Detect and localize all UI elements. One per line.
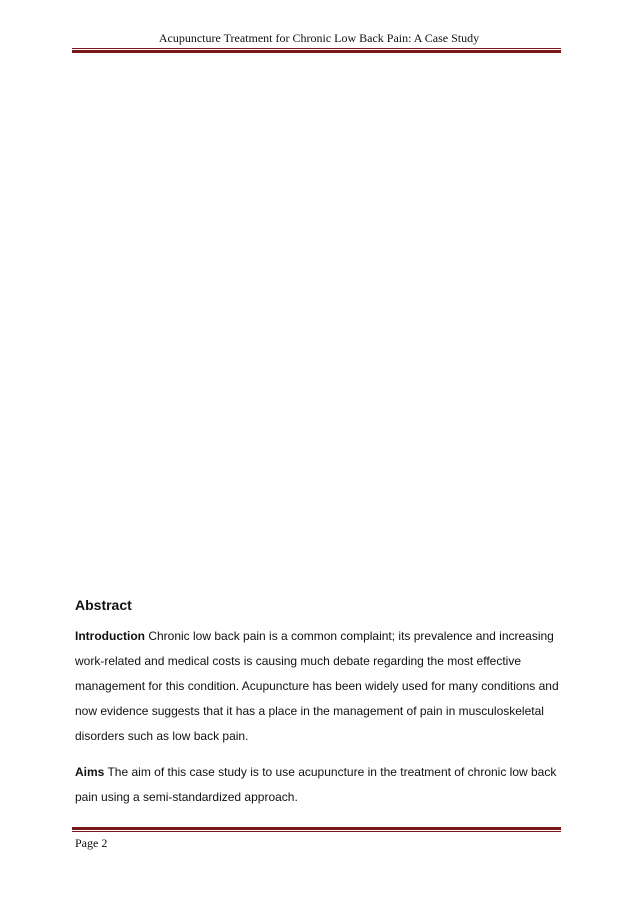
aims-paragraph	[75, 760, 567, 810]
introduction-text-1: Chronic low back pain is a common complaint; its prevalence and increasing	[144, 629, 554, 643]
header-rule-thin	[72, 48, 561, 49]
aims-label: Aims	[75, 765, 105, 779]
running-header: Acupuncture Treatment for Chronic Low Back Pain: A Case Study	[158, 31, 480, 45]
introduction-paragraph	[75, 624, 567, 749]
introduction-line-1	[75, 624, 567, 649]
introduction-line-2: work-related and medical costs is causing much debate regarding the most effective	[75, 654, 522, 668]
abstract-heading: Abstract	[75, 597, 132, 613]
introduction-label: Introduction	[75, 629, 145, 643]
aims-line-1	[75, 760, 567, 785]
footer-rule-thick	[72, 827, 561, 830]
introduction-line-3: management for this condition. Acupuncture has been widely used for many conditions and	[75, 679, 559, 693]
aims-text-1: The aim of this case study is to use acupuncture in the treatment of chronic low back	[104, 765, 557, 779]
footer-rule-thin	[72, 831, 561, 832]
introduction-line-5: disorders such as low back pain.	[75, 729, 249, 743]
introduction-line-4: now evidence suggests that it has a place in the management of pain in musculoskeletal	[75, 704, 544, 718]
aims-line-2: pain using a semi-standardized approach.	[75, 790, 298, 804]
page-number: Page 2	[75, 836, 108, 850]
header-rule-thick	[72, 50, 561, 53]
